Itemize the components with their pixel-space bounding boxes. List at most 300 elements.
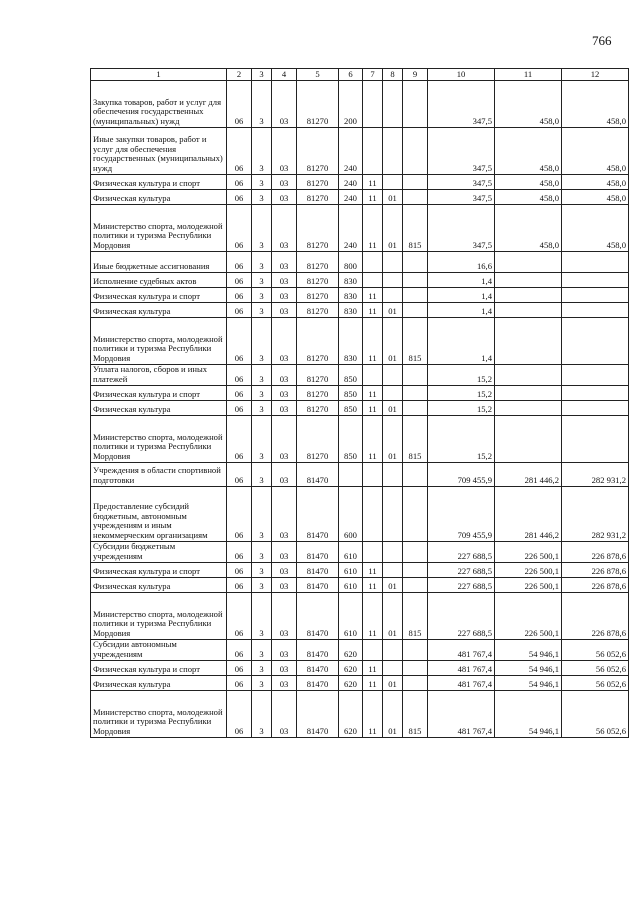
table-cell: 850	[339, 401, 363, 416]
table-cell: 06	[227, 273, 252, 288]
table-cell: 81470	[297, 640, 339, 661]
row-label: Физическая культура и спорт	[91, 661, 227, 676]
table-row	[91, 593, 629, 640]
table-cell: 06	[227, 578, 252, 593]
table-cell: 3	[252, 542, 272, 563]
row-label: Министерство спорта, молодежной политики и туризма Республики Мордовия	[91, 593, 227, 640]
table-cell: 815	[403, 318, 428, 365]
table-cell: 815	[403, 416, 428, 463]
table-cell: 81270	[297, 175, 339, 190]
table-cell	[495, 386, 562, 401]
table-cell: 3	[252, 81, 272, 128]
table-cell: 03	[272, 252, 297, 273]
table-cell: 481 767,4	[428, 691, 495, 738]
table-cell: 03	[272, 640, 297, 661]
table-cell	[495, 365, 562, 386]
table-cell: 01	[383, 593, 403, 640]
table-cell	[383, 386, 403, 401]
table-cell: 347,5	[428, 190, 495, 205]
table-cell: 620	[339, 691, 363, 738]
table-cell: 11	[363, 691, 383, 738]
table-cell: 3	[252, 401, 272, 416]
table-cell: 03	[272, 81, 297, 128]
table-cell: 11	[363, 416, 383, 463]
table-cell: 815	[403, 593, 428, 640]
table-cell	[383, 175, 403, 190]
table-cell	[495, 288, 562, 303]
table-cell	[383, 81, 403, 128]
table-cell: 06	[227, 252, 252, 273]
table-cell: 81270	[297, 365, 339, 386]
table-cell: 3	[252, 190, 272, 205]
table-cell	[383, 252, 403, 273]
table-cell	[495, 252, 562, 273]
table-cell: 830	[339, 273, 363, 288]
table-row	[91, 318, 629, 365]
table-cell: 81270	[297, 205, 339, 252]
row-label: Физическая культура	[91, 578, 227, 593]
table-cell	[383, 288, 403, 303]
table-cell: 3	[252, 288, 272, 303]
table-cell: 3	[252, 318, 272, 365]
table-row	[91, 386, 629, 401]
table-cell: 3	[252, 252, 272, 273]
table-cell: 81470	[297, 578, 339, 593]
table-cell: 03	[272, 190, 297, 205]
table-cell: 3	[252, 386, 272, 401]
table-cell: 81270	[297, 273, 339, 288]
table-cell: 01	[383, 318, 403, 365]
table-cell: 3	[252, 463, 272, 487]
row-label: Субсидии автономным учреждениям	[91, 640, 227, 661]
table-cell: 709 455,9	[428, 463, 495, 487]
table-cell: 240	[339, 128, 363, 175]
table-cell	[495, 401, 562, 416]
table-cell: 03	[272, 288, 297, 303]
table-cell: 03	[272, 416, 297, 463]
table-cell: 81270	[297, 128, 339, 175]
table-cell: 06	[227, 128, 252, 175]
table-cell: 3	[252, 303, 272, 318]
table-cell: 850	[339, 386, 363, 401]
table-cell: 81270	[297, 303, 339, 318]
header-row	[91, 69, 629, 81]
table-cell: 06	[227, 365, 252, 386]
table-cell: 458,0	[495, 81, 562, 128]
table-cell: 03	[272, 542, 297, 563]
table-row	[91, 401, 629, 416]
table-cell	[363, 640, 383, 661]
table-cell: 56 052,6	[562, 661, 629, 676]
table-cell: 06	[227, 593, 252, 640]
table-cell: 03	[272, 691, 297, 738]
table-cell: 200	[339, 81, 363, 128]
table-cell: 240	[339, 205, 363, 252]
table-cell: 850	[339, 365, 363, 386]
table-cell	[403, 273, 428, 288]
table-cell: 01	[383, 401, 403, 416]
column-header: 5	[297, 69, 339, 81]
table-cell: 3	[252, 593, 272, 640]
table-cell: 06	[227, 190, 252, 205]
table-cell: 81270	[297, 190, 339, 205]
table-cell: 3	[252, 640, 272, 661]
table-cell: 620	[339, 676, 363, 691]
table-cell: 11	[363, 175, 383, 190]
table-cell	[363, 273, 383, 288]
table-cell: 01	[383, 691, 403, 738]
column-header: 10	[428, 69, 495, 81]
row-label: Субсидии бюджетным учреждениям	[91, 542, 227, 563]
table-cell: 06	[227, 288, 252, 303]
table-cell	[403, 288, 428, 303]
table-cell: 830	[339, 303, 363, 318]
table-cell: 830	[339, 318, 363, 365]
table-cell: 3	[252, 416, 272, 463]
table-cell: 01	[383, 190, 403, 205]
table-cell: 11	[363, 401, 383, 416]
row-label: Уплата налогов, сборов и иных платежей	[91, 365, 227, 386]
table-cell: 81270	[297, 386, 339, 401]
table-cell: 81470	[297, 563, 339, 578]
table-cell	[383, 542, 403, 563]
row-label: Министерство спорта, молодежной политики и туризма Республики Мордовия	[91, 416, 227, 463]
table-cell: 11	[363, 563, 383, 578]
table-cell: 06	[227, 81, 252, 128]
table-row	[91, 81, 629, 128]
table-cell: 347,5	[428, 205, 495, 252]
table-cell	[403, 303, 428, 318]
table-cell: 3	[252, 273, 272, 288]
table-row	[91, 416, 629, 463]
table-cell: 81270	[297, 401, 339, 416]
table-cell	[403, 190, 428, 205]
table-cell	[562, 273, 629, 288]
table-cell: 481 767,4	[428, 640, 495, 661]
table-cell	[383, 661, 403, 676]
table-cell: 11	[363, 661, 383, 676]
table-cell: 347,5	[428, 128, 495, 175]
column-header: 4	[272, 69, 297, 81]
table-cell: 830	[339, 288, 363, 303]
table-cell: 281 446,2	[495, 487, 562, 542]
table-cell: 227 688,5	[428, 563, 495, 578]
table-cell: 3	[252, 487, 272, 542]
row-label: Физическая культура	[91, 676, 227, 691]
budget-table	[90, 68, 629, 738]
table-cell: 06	[227, 401, 252, 416]
table-cell: 01	[383, 578, 403, 593]
table-cell: 226 878,6	[562, 593, 629, 640]
table-cell: 610	[339, 563, 363, 578]
table-cell	[562, 303, 629, 318]
row-label: Физическая культура и спорт	[91, 175, 227, 190]
table-row	[91, 365, 629, 386]
table-cell: 3	[252, 175, 272, 190]
table-cell: 01	[383, 676, 403, 691]
table-cell: 81270	[297, 81, 339, 128]
table-cell: 06	[227, 487, 252, 542]
row-label: Физическая культура	[91, 190, 227, 205]
table-cell: 11	[363, 205, 383, 252]
table-cell: 347,5	[428, 175, 495, 190]
table-cell: 1,4	[428, 318, 495, 365]
table-cell: 3	[252, 676, 272, 691]
table-cell	[403, 128, 428, 175]
table-row	[91, 273, 629, 288]
table-row	[91, 205, 629, 252]
table-body	[91, 81, 629, 738]
column-header: 12	[562, 69, 629, 81]
table-cell: 1,4	[428, 288, 495, 303]
table-row	[91, 303, 629, 318]
table-cell: 600	[339, 487, 363, 542]
table-cell: 06	[227, 640, 252, 661]
table-cell	[403, 401, 428, 416]
table-cell: 226 500,1	[495, 578, 562, 593]
table-cell: 01	[383, 205, 403, 252]
table-cell: 458,0	[562, 81, 629, 128]
table-cell: 3	[252, 578, 272, 593]
table-cell: 03	[272, 463, 297, 487]
table-cell	[363, 365, 383, 386]
table-cell: 03	[272, 487, 297, 542]
table-cell: 1,4	[428, 273, 495, 288]
table-cell: 240	[339, 175, 363, 190]
table-cell: 282 931,2	[562, 487, 629, 542]
table-cell: 458,0	[495, 128, 562, 175]
table-cell	[403, 487, 428, 542]
table-cell: 458,0	[562, 205, 629, 252]
table-cell: 06	[227, 563, 252, 578]
table-cell	[562, 288, 629, 303]
table-cell	[403, 661, 428, 676]
table-cell: 240	[339, 190, 363, 205]
table-cell: 850	[339, 416, 363, 463]
table-cell: 03	[272, 593, 297, 640]
column-header: 7	[363, 69, 383, 81]
table-cell: 458,0	[495, 190, 562, 205]
table-cell	[403, 676, 428, 691]
table-cell	[339, 463, 363, 487]
table-cell: 81470	[297, 593, 339, 640]
row-label: Иные закупки товаров, работ и услуг для обеспечения государственных (муниципальных) нужд	[91, 128, 227, 175]
table-cell: 15,2	[428, 416, 495, 463]
table-cell: 458,0	[495, 175, 562, 190]
table-cell	[383, 563, 403, 578]
table-cell: 06	[227, 676, 252, 691]
table-cell: 709 455,9	[428, 487, 495, 542]
table-row	[91, 661, 629, 676]
table-cell: 458,0	[495, 205, 562, 252]
table-cell: 81470	[297, 676, 339, 691]
row-label: Министерство спорта, молодежной политики и туризма Республики Мордовия	[91, 318, 227, 365]
row-label: Физическая культура и спорт	[91, 288, 227, 303]
column-header: 9	[403, 69, 428, 81]
table-cell	[383, 273, 403, 288]
table-cell: 06	[227, 318, 252, 365]
table-cell: 03	[272, 205, 297, 252]
table-cell	[363, 81, 383, 128]
table-cell: 800	[339, 252, 363, 273]
row-label: Учреждения в области спортивной подготовки	[91, 463, 227, 487]
row-label: Иные бюджетные ассигнования	[91, 252, 227, 273]
table-cell: 81470	[297, 463, 339, 487]
table-cell: 226 878,6	[562, 578, 629, 593]
table-cell: 81270	[297, 252, 339, 273]
table-cell: 06	[227, 661, 252, 676]
table-cell: 227 688,5	[428, 578, 495, 593]
table-cell: 11	[363, 318, 383, 365]
table-cell: 03	[272, 128, 297, 175]
table-cell: 15,2	[428, 386, 495, 401]
table-cell	[363, 252, 383, 273]
table-cell: 11	[363, 578, 383, 593]
column-header: 11	[495, 69, 562, 81]
table-cell: 54 946,1	[495, 640, 562, 661]
row-label: Министерство спорта, молодежной политики и туризма Республики Мордовия	[91, 691, 227, 738]
table-row	[91, 252, 629, 273]
table-cell: 81270	[297, 416, 339, 463]
table-row	[91, 563, 629, 578]
table-cell: 03	[272, 175, 297, 190]
table-cell: 458,0	[562, 175, 629, 190]
table-cell: 03	[272, 563, 297, 578]
table-cell: 16,6	[428, 252, 495, 273]
table-cell: 11	[363, 386, 383, 401]
table-cell: 282 931,2	[562, 463, 629, 487]
table-cell	[363, 542, 383, 563]
table-cell: 81270	[297, 318, 339, 365]
table-cell	[363, 463, 383, 487]
table-cell	[383, 365, 403, 386]
table-cell: 81470	[297, 487, 339, 542]
table-cell: 3	[252, 128, 272, 175]
table-row	[91, 542, 629, 563]
table-cell: 54 946,1	[495, 676, 562, 691]
table-cell: 56 052,6	[562, 640, 629, 661]
table-row	[91, 175, 629, 190]
table-cell	[403, 578, 428, 593]
table-cell: 481 767,4	[428, 676, 495, 691]
table-cell: 11	[363, 676, 383, 691]
table-row	[91, 487, 629, 542]
table-cell: 481 767,4	[428, 661, 495, 676]
table-cell: 226 878,6	[562, 563, 629, 578]
table-cell: 610	[339, 578, 363, 593]
table-cell: 3	[252, 563, 272, 578]
table-cell: 03	[272, 578, 297, 593]
table-cell: 03	[272, 386, 297, 401]
row-label: Физическая культура	[91, 303, 227, 318]
table-cell	[495, 303, 562, 318]
table-cell	[562, 318, 629, 365]
table-cell: 81470	[297, 542, 339, 563]
table-cell: 227 688,5	[428, 542, 495, 563]
table-cell	[403, 365, 428, 386]
table-cell	[562, 252, 629, 273]
table-cell: 226 878,6	[562, 542, 629, 563]
table-cell	[363, 487, 383, 542]
table-cell: 03	[272, 303, 297, 318]
table-cell: 03	[272, 676, 297, 691]
table-cell: 06	[227, 691, 252, 738]
table-cell: 610	[339, 542, 363, 563]
table-row	[91, 128, 629, 175]
table-cell: 01	[383, 416, 403, 463]
table-cell	[562, 401, 629, 416]
table-cell	[495, 416, 562, 463]
table-cell: 56 052,6	[562, 676, 629, 691]
table-cell	[403, 81, 428, 128]
table-cell: 54 946,1	[495, 661, 562, 676]
table-row	[91, 578, 629, 593]
table-cell: 06	[227, 175, 252, 190]
table-cell: 620	[339, 640, 363, 661]
table-cell: 3	[252, 691, 272, 738]
table-cell: 815	[403, 205, 428, 252]
table-row	[91, 676, 629, 691]
table-cell: 281 446,2	[495, 463, 562, 487]
table-cell: 06	[227, 303, 252, 318]
table-cell: 06	[227, 542, 252, 563]
column-header: 3	[252, 69, 272, 81]
table-row	[91, 190, 629, 205]
column-header: 1	[91, 69, 227, 81]
table-cell: 815	[403, 691, 428, 738]
table-cell: 610	[339, 593, 363, 640]
table-row	[91, 463, 629, 487]
table-cell	[403, 463, 428, 487]
table-cell: 347,5	[428, 81, 495, 128]
table-cell	[383, 487, 403, 542]
table-cell	[562, 416, 629, 463]
table-cell	[495, 273, 562, 288]
table-cell: 458,0	[562, 190, 629, 205]
table-cell: 06	[227, 416, 252, 463]
table-cell	[403, 175, 428, 190]
table-cell	[403, 252, 428, 273]
table-cell: 15,2	[428, 365, 495, 386]
table-cell: 81470	[297, 691, 339, 738]
table-cell	[403, 542, 428, 563]
table-cell	[363, 128, 383, 175]
table-cell: 06	[227, 205, 252, 252]
table-cell: 11	[363, 303, 383, 318]
table-cell: 06	[227, 463, 252, 487]
table-row	[91, 288, 629, 303]
table-cell	[383, 463, 403, 487]
row-label: Исполнение судебных актов	[91, 273, 227, 288]
column-header: 8	[383, 69, 403, 81]
table-cell: 03	[272, 318, 297, 365]
table-cell: 15,2	[428, 401, 495, 416]
table-cell	[383, 640, 403, 661]
table-cell: 226 500,1	[495, 563, 562, 578]
row-label: Министерство спорта, молодежной политики и туризма Республики Мордовия	[91, 205, 227, 252]
table-cell: 1,4	[428, 303, 495, 318]
table-cell: 226 500,1	[495, 542, 562, 563]
table-cell: 81270	[297, 288, 339, 303]
table-cell: 56 052,6	[562, 691, 629, 738]
row-label: Физическая культура и спорт	[91, 386, 227, 401]
table-cell: 03	[272, 401, 297, 416]
table-cell: 3	[252, 205, 272, 252]
table-cell: 620	[339, 661, 363, 676]
table-header	[91, 69, 629, 81]
table-cell: 3	[252, 661, 272, 676]
table-cell: 11	[363, 593, 383, 640]
